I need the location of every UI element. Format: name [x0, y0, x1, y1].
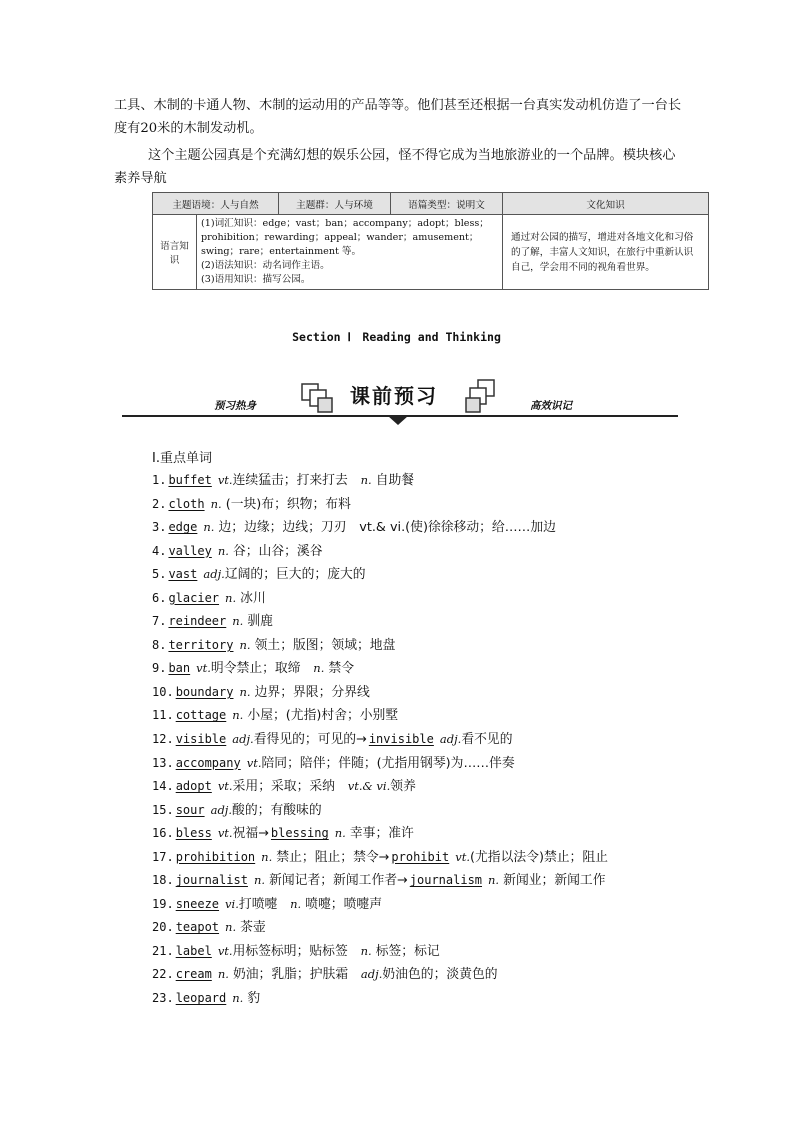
vocab-definition [225, 591, 266, 606]
list-item [152, 846, 608, 870]
table-header-theme-group: 主题群：人与环境 [279, 193, 391, 215]
definition-text: 新闻记者；新闻工作者→ [265, 873, 408, 889]
part-of-speech: n. [290, 896, 302, 911]
definition-text: 边界；界限；分界线 [250, 684, 370, 700]
definition-text: 喷嚏；喷嚏声 [301, 896, 382, 912]
item-number: 23. [152, 991, 174, 1006]
vocab-definition [218, 473, 414, 488]
part-of-speech: n. [203, 520, 215, 535]
list-item [152, 634, 608, 658]
item-number: 17. [152, 849, 174, 864]
vocab-definition [211, 803, 322, 818]
intro-paragraph-1 [114, 94, 684, 140]
definition-text: 辽阔的；巨大的；庞大的 [224, 567, 366, 583]
table-header-text-type: 语篇类型：说明文 [391, 193, 503, 215]
item-number: 13. [152, 755, 174, 770]
list-item [152, 469, 608, 493]
derived-word: prohibit [391, 849, 450, 864]
vocab-heading: Ⅰ.重点单词 [152, 451, 212, 466]
vocab-definition [232, 614, 273, 629]
table-header-culture: 文化知识 [503, 193, 709, 215]
vocab-definition [203, 520, 556, 535]
vocab-word: boundary [175, 684, 234, 699]
culture-knowledge-cell: 通过对公园的描写，增进对各地文化和习俗的了解，丰富人文知识，在旅行中重新认识自己，学会用不同的视角看世界。 [503, 215, 709, 290]
vocab-definition [196, 661, 354, 676]
square-decoration-icon [464, 378, 504, 416]
list-item [152, 728, 608, 752]
definition-text: 连续猛击；打来打去 [232, 473, 361, 488]
definition-text: 禁止；阻止；禁令→ [272, 849, 390, 865]
section-title: Section Ⅰ Reading and Thinking [292, 330, 501, 344]
intro-paragraph-1-text: 工具、木制的卡通人物、木制的运动用的产品等等。他们甚至还根据一台真实发动机仿造了一台长度有20米的木制发动机。 [114, 98, 682, 136]
part-of-speech: n. [232, 614, 244, 629]
list-item [152, 775, 608, 799]
list-item [152, 587, 608, 611]
vocab-word: valley [168, 543, 212, 558]
definition-text: 自助餐 [371, 473, 415, 488]
part-of-speech: n. [253, 873, 265, 888]
part-of-speech: n. [225, 590, 237, 605]
vocab-word: bless [175, 826, 212, 841]
preview-banner [122, 376, 678, 426]
vocab-list [152, 469, 608, 1011]
vocab-word: edge [168, 520, 198, 535]
item-number: 12. [152, 732, 174, 747]
vocab-definition [218, 544, 323, 559]
vocab-definition [225, 897, 382, 912]
part-of-speech: n. [232, 991, 244, 1006]
part-of-speech: n. [232, 708, 244, 723]
vocab-definition [232, 732, 512, 747]
item-number: 1. [152, 473, 167, 487]
vocab-definition [232, 991, 260, 1006]
part-of-speech: n. [210, 496, 222, 511]
list-item [152, 610, 608, 634]
item-number: 8. [152, 637, 167, 652]
vocab-word: cloth [168, 496, 205, 511]
vocab-word: journalist [175, 873, 248, 888]
pragmatics-knowledge: (3)语用知识：描写公园。 [201, 274, 311, 285]
vocab-word: adopt [175, 779, 212, 794]
item-number: 14. [152, 779, 174, 794]
definition-text: 用标签标明；贴标签 [232, 943, 361, 959]
derived-word: blessing [270, 826, 329, 841]
part-of-speech: vt. [455, 849, 470, 864]
vocab-definition [203, 567, 365, 582]
definition-text: 禁令 [324, 661, 355, 677]
list-item [152, 963, 608, 987]
intro-paragraph-2-text: 这个主题公园真是个充满幻想的娱乐公园，怪不得它成为当地旅游业的一个品牌。模块核心素养导航 [114, 148, 676, 186]
list-item [152, 869, 608, 893]
vocab-word: prohibition [175, 849, 256, 864]
item-number: 2. [152, 496, 167, 511]
definition-text: 领养 [390, 779, 416, 795]
part-of-speech: n. [239, 684, 251, 699]
item-number: 9. [152, 661, 167, 676]
definition-text: 冰川 [236, 590, 266, 606]
part-of-speech: vt. [196, 661, 211, 676]
list-item [152, 681, 608, 705]
banner-pointer-icon [388, 416, 408, 425]
table-header-row [153, 193, 709, 215]
item-number: 15. [152, 802, 174, 817]
definition-text: 奶油；乳脂；护肤霜 [228, 967, 361, 983]
item-number: 16. [152, 826, 174, 841]
part-of-speech: n. [360, 943, 372, 958]
item-number: 20. [152, 920, 174, 935]
item-number: 19. [152, 896, 174, 911]
vocab-knowledge: (1)词汇知识：edge；vast；ban；accompany；adopt；bless；prohibition；rewarding；appeal；wander；amusement；swing；rare；entertainment 等。 [201, 218, 489, 257]
part-of-speech: n. [217, 543, 229, 558]
item-number: 18. [152, 873, 174, 888]
vocab-definition [247, 756, 515, 771]
definition-text: 边；边缘；边线；刀刃 vt.& vi.(使)徐徐移动；给……加边 [214, 520, 556, 536]
part-of-speech: n. [488, 873, 500, 888]
definition-text: 小屋；(尤指)村舍；小别墅 [243, 708, 399, 724]
vocab-word: sneeze [175, 896, 220, 911]
definition-text: 明令禁止；取缔 [210, 661, 314, 677]
vocab-word: leopard [175, 991, 227, 1006]
vocab-definition [261, 850, 608, 865]
definition-text: 领土；版图；领域；地盘 [250, 637, 396, 653]
grammar-knowledge: (2)语法知识：动名词作主语。 [201, 260, 330, 271]
banner-title: 课前预习 [350, 384, 438, 408]
vocab-word: accompany [175, 755, 241, 770]
definition-text: 看不见的 [461, 732, 513, 748]
derived-word: journalism [409, 873, 483, 888]
vocab-word: buffet [168, 473, 212, 487]
table-header-theme-context: 主题语境：人与自然 [153, 193, 279, 215]
definition-text: 谷；山谷；溪谷 [228, 543, 323, 559]
derived-word: invisible [368, 732, 434, 747]
list-item [152, 822, 608, 846]
language-knowledge-cell [197, 215, 503, 290]
part-of-speech: n. [334, 826, 346, 841]
vocab-word: visible [175, 732, 227, 747]
definition-text: 豹 [243, 991, 261, 1007]
vocab-word: cottage [175, 708, 227, 723]
item-number: 22. [152, 967, 174, 982]
vocab-word: label [175, 943, 212, 958]
vocab-word: vast [168, 567, 198, 582]
vocab-word: reindeer [168, 614, 227, 629]
banner-left-label: 预习热身 [214, 400, 256, 412]
definition-text: 幸事；准许 [345, 826, 414, 842]
list-item [152, 916, 608, 940]
vocab-word: glacier [168, 590, 220, 605]
item-number: 6. [152, 590, 167, 605]
part-of-speech: vt. [217, 943, 233, 958]
list-item [152, 987, 608, 1011]
banner-right-label: 高效识记 [530, 400, 572, 412]
vocab-definition [254, 873, 606, 888]
vocab-word: territory [168, 637, 234, 652]
definition-text: 采用；采取；采纳 [232, 779, 348, 795]
list-item [152, 563, 608, 587]
definition-text: 打喷嚏 [238, 896, 291, 912]
item-number: 11. [152, 708, 174, 723]
definition-text: (尤指以法令)禁止；阻止 [469, 849, 608, 865]
definition-text: 标签；标记 [371, 943, 440, 959]
item-number: 21. [152, 943, 174, 958]
table-row-label: 语言知识 [153, 215, 197, 290]
list-item [152, 704, 608, 728]
vocab-word: cream [175, 967, 212, 982]
vocab-word: sour [175, 802, 205, 817]
vocab-definition [225, 920, 266, 935]
vocab-definition [239, 638, 395, 653]
list-item [152, 893, 608, 917]
list-item [152, 752, 608, 776]
vocab-word: teapot [175, 920, 220, 935]
part-of-speech: vi. [225, 896, 239, 911]
item-number: 3. [152, 520, 167, 535]
definition-text: 陪同；陪伴；伴随；(尤指用钢琴)为……伴奏 [261, 755, 515, 771]
list-item [152, 540, 608, 564]
part-of-speech: adj. [210, 802, 233, 817]
vocab-definition [232, 708, 398, 723]
vocab-word: ban [168, 661, 191, 676]
part-of-speech: n. [217, 967, 229, 982]
item-number: 10. [152, 684, 174, 699]
definition-text: 新闻业；新闻工作 [499, 873, 606, 889]
square-decoration-icon [300, 378, 340, 416]
definition-text: 驯鹿 [243, 614, 273, 630]
part-of-speech: adj. [232, 732, 254, 747]
definition-text: 酸的；有酸味的 [232, 802, 322, 818]
definition-text: (一块)布；织物；布料 [221, 496, 351, 512]
intro-paragraph-2 [114, 144, 684, 190]
vocab-definition [218, 779, 416, 794]
item-number: 5. [152, 567, 167, 582]
definition-text: 茶壶 [236, 920, 266, 936]
part-of-speech: vt. [217, 473, 233, 487]
item-number: 7. [152, 614, 167, 629]
part-of-speech: adj. [439, 732, 462, 747]
core-literacy-table [152, 192, 709, 290]
vocab-definition [218, 826, 414, 841]
definition-text: 看得见的；可见的→ [253, 732, 367, 748]
part-of-speech: vt. [246, 755, 262, 770]
vocab-definition [218, 967, 498, 982]
list-item [152, 516, 608, 540]
item-number: 4. [152, 543, 167, 558]
part-of-speech: adj. [203, 567, 225, 582]
vocab-definition [211, 497, 351, 512]
vocab-definition [239, 685, 369, 700]
list-item [152, 799, 608, 823]
part-of-speech: n. [239, 637, 251, 652]
part-of-speech: adj. [360, 967, 383, 982]
definition-text: 奶油色的；淡黄色的 [382, 967, 498, 983]
table-row [153, 215, 709, 290]
part-of-speech: vt.& vi. [347, 779, 391, 794]
part-of-speech: n. [261, 849, 273, 864]
vocab-definition [218, 944, 440, 959]
list-item [152, 940, 608, 964]
list-item [152, 657, 608, 681]
part-of-speech: n. [225, 920, 237, 935]
part-of-speech: n. [313, 661, 325, 676]
definition-text: 祝福→ [232, 826, 269, 842]
list-item [152, 493, 608, 517]
part-of-speech: vt. [217, 826, 233, 841]
part-of-speech: n. [360, 473, 372, 487]
part-of-speech: vt. [217, 779, 233, 794]
